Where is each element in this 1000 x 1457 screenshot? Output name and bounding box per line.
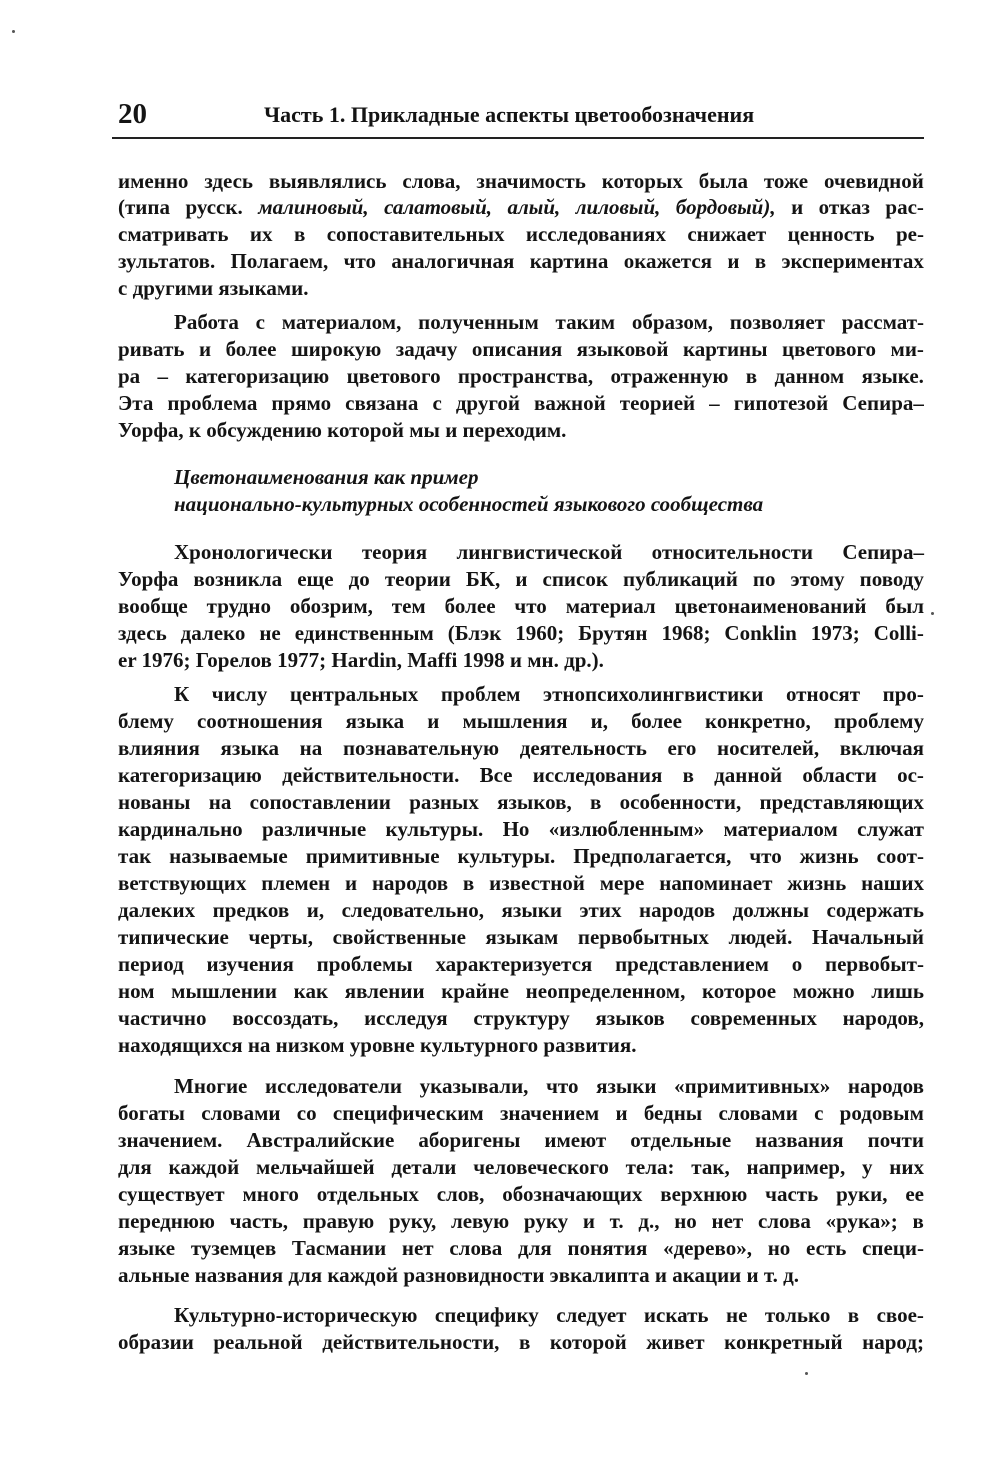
text-line: типические черты, свойственные языкам первобытных людей. Начальный (118, 925, 924, 949)
text-line: блему соотношения языка и мышления и, более конкретно, проблему (118, 709, 924, 733)
page-header (112, 94, 924, 134)
text-line: Культурно-историческую специфику следует искать не только в свое- (174, 1303, 924, 1327)
text-line: ветствующих племен и народов в известной мере напоминает жизнь наших (118, 871, 924, 895)
text-line: нованы на сопоставлении разных языков, в особенности, представляющих (118, 790, 924, 814)
text-line: категоризацию действительности. Все исследования в данной области ос- (118, 763, 924, 787)
text-line: Уорфа возникла еще до теории БК, и список публикаций по этому поводу (118, 567, 924, 591)
text-line: ра – категоризацию цветового пространства, отраженную в данном языке. (118, 364, 924, 388)
text-line: вообще трудно обозрим, тем более что материал цветонаименований был (118, 594, 924, 618)
text-line: далеких предков и, следовательно, языки этих народов должны содержать (118, 898, 924, 922)
text-line: Уорфа, к обсуждению которой мы и переходим. (118, 418, 567, 442)
scan-speck (931, 612, 934, 615)
scan-speck (805, 1372, 808, 1375)
text-line: (типа русск. малиновый, салатовый, алый, лиловый, бордовый), и отказ рас- (118, 195, 924, 219)
text-line: так называемые примитивные культуры. Предполагается, что жизнь соот- (118, 844, 924, 868)
text-line: ном мышлении как явлении крайне неопределенном, которое можно лишь (118, 979, 924, 1003)
text-line: кардинально различные культуры. Но «излюбленным» материалом служат (118, 817, 924, 841)
text-line: Многие исследователи указывали, что языки «примитивных» народов (174, 1074, 924, 1098)
text-line: здесь далеко не единственным (Блэк 1960; Брутян 1968; Conklin 1973; Colli- (118, 621, 924, 645)
text-line: богаты словами со специфическим значением и бедны словами с родовым (118, 1101, 924, 1125)
text-line: Хронологически теория лингвистической относительности Сепира– (174, 540, 924, 564)
page-number: 20 (118, 98, 147, 130)
text-line: находящихся на низком уровне культурного развития. (118, 1033, 637, 1057)
section-subheading-line2: национально-культурных особенностей языкового сообщества (174, 492, 764, 516)
text-line: ривать и более широкую задачу описания языковой картины цветового ми- (118, 337, 924, 361)
text-line: К числу центральных проблем этнопсихолингвистики относят про- (174, 682, 924, 706)
text-line: Работа с материалом, полученным таким образом, позволяет рассмат- (174, 310, 924, 334)
text-line: для каждой мельчайшей детали человеческого тела: так, например, у них (118, 1155, 924, 1179)
text-line: зультатов. Полагаем, что аналогичная картина окажется и в экспериментах (118, 249, 924, 273)
header-rule (112, 137, 924, 139)
text-line: альные названия для каждой разновидности эвкалипта и акации и т. д. (118, 1263, 799, 1287)
text-line: сматривать их в сопоставительных исследованиях снижает ценность ре- (118, 222, 924, 246)
text-line: значением. Австралийские аборигены имеют отдельные названия почти (118, 1128, 924, 1152)
text-line: именно здесь выявлялись слова, значимость которых была тоже очевидной (118, 169, 924, 193)
text-line: Эта проблема прямо связана с другой важной теорией – гипотезой Сепира– (118, 391, 924, 415)
text-line: существует много отдельных слов, обозначающих верхнюю часть руки, ее (118, 1182, 924, 1206)
scan-speck (12, 30, 15, 33)
section-subheading-line1: Цветонаименования как пример (174, 465, 479, 489)
text-line: частично воссоздать, исследуя структуру языков современных народов, (118, 1006, 924, 1030)
text-line: с другими языками. (118, 276, 309, 300)
text-line: образии реальной действительности, в которой живет конкретный народ; (118, 1330, 924, 1354)
text-line: влияния языка на познавательную деятельность его носителей, включая (118, 736, 924, 760)
text-line: er 1976; Горелов 1977; Hardin, Maffi 1998 и мн. др.). (118, 648, 604, 672)
text-line: языке туземцев Тасмании нет слова для понятия «дерево», но есть специ- (118, 1236, 924, 1260)
text-line: период изучения проблемы характеризуется представлением о первобыт- (118, 952, 924, 976)
text-line: переднюю часть, правую руку, левую руку и т. д., но нет слова «рука»; в (118, 1209, 924, 1233)
running-title: Часть 1. Прикладные аспекты цветообозначения (264, 102, 755, 127)
